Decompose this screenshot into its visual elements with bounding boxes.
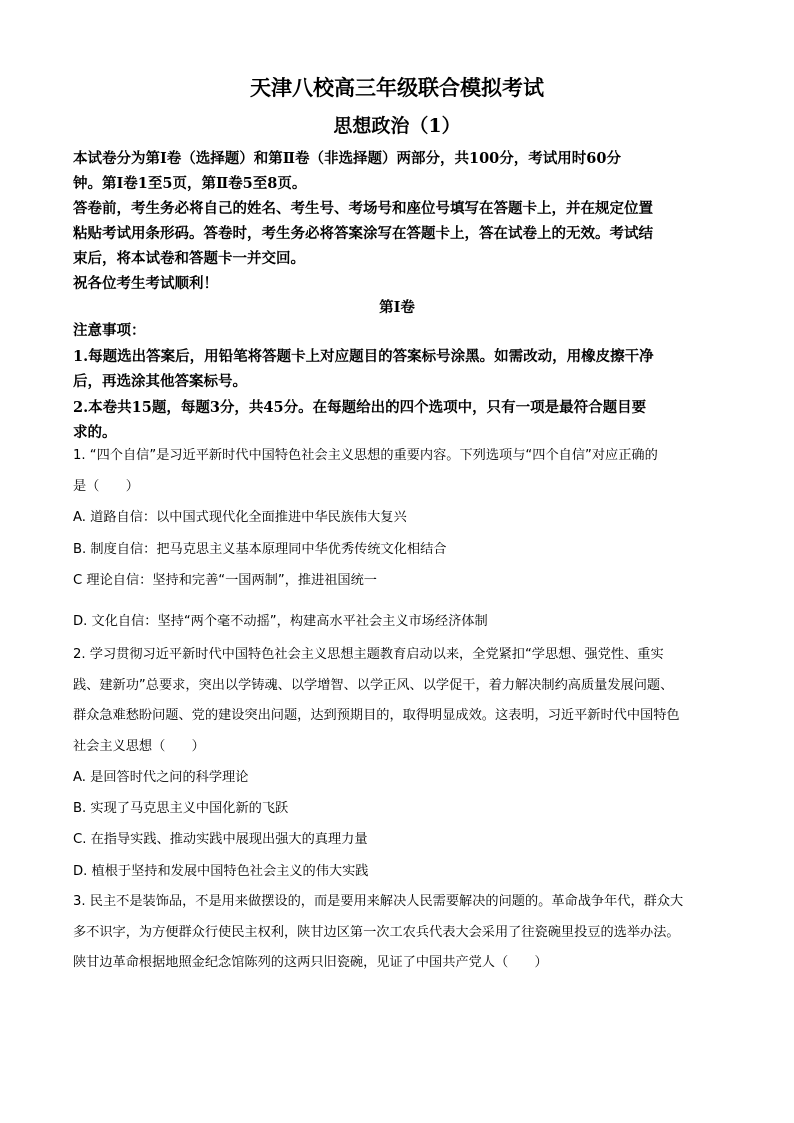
question-2-option-c: C. 在指导实践、推动实践中展现出强大的真理力量	[73, 832, 368, 847]
notes-line: 2.本卷共15题，每题3分，共45分。在每题给出的四个选项中，只有一项是最符合题目要	[73, 398, 647, 416]
question-1-stem	[73, 441, 723, 502]
question-text: 2. 学习贯彻习近平新时代中国特色社会主义思想主题教育启动以来，全党紧扣“学思想、强党性、重实	[73, 647, 664, 662]
exam-title: 天津八校高三年级联合模拟考试	[250, 75, 544, 100]
question-2-stem	[73, 640, 723, 762]
question-text: 是（ ）	[73, 478, 139, 494]
notes-heading: 注意事项：	[73, 322, 146, 339]
question-2-option-d: D. 植根于坚持和发展中国特色社会主义的伟大实践	[73, 864, 369, 879]
question-2-option-b: B. 实现了马克思主义中国化新的飞跃	[73, 801, 289, 816]
question-text: 践、建新功”总要求，突出以学铸魂、以学增智、以学正风、以学促干，着力解决制约高质量发展问题、	[73, 677, 674, 693]
exam-subtitle: 思想政治（1）	[333, 115, 461, 137]
instruction-line: 粘贴考试用条形码。答卷时，考生务必将答案涂写在答题卡上，答在试卷上的无效。考试结	[73, 225, 653, 242]
question-1-option-d: D. 文化自信：坚持“两个毫不动摇”，构建高水平社会主义市场经济体制	[73, 614, 488, 629]
instruction-line: 本试卷分为第Ⅰ卷（选择题）和第Ⅱ卷（非选择题）两部分，共100分，考试用时60分	[73, 150, 621, 167]
instruction-line: 答卷前，考生务必将自己的姓名、考生号、考场号和座位号填写在答题卡上，并在规定位置	[73, 200, 653, 217]
question-1-option-b: B. 制度自信：把马克思主义基本原理同中华优秀传统文化相结合	[73, 542, 447, 557]
question-text: 社会主义思想（ ）	[73, 738, 205, 754]
notes-line: 1.每题选出答案后，用铅笔将答题卡上对应题目的答案标号涂黑。如需改动，用橡皮擦干净	[73, 347, 654, 365]
notes-line: 求的。	[73, 424, 117, 441]
notes-line: 后，再选涂其他答案标号。	[73, 373, 247, 390]
question-3-stem	[73, 887, 723, 979]
question-1-option-a: A. 道路自信：以中国式现代化全面推进中华民族伟大复兴	[73, 510, 407, 525]
question-text: 3. 民主不是装饰品，不是用来做摆设的，而是要用来解决人民需要解决的问题的。革命战争年代，群众大	[73, 894, 684, 909]
section-label: 第Ⅰ卷	[379, 299, 415, 316]
instruction-line: 束后，将本试卷和答题卡一并交回。	[73, 250, 305, 267]
question-2-option-a: A. 是回答时代之问的科学理论	[73, 770, 249, 785]
question-text: 群众急难愁盼问题、党的建设突出问题，达到预期目的，取得明显成效。这表明，习近平新时代中国特色	[73, 708, 680, 723]
question-text: 陕甘边革命根据地照金纪念馆陈列的这两只旧瓷碗，见证了中国共产党人（ ）	[73, 955, 548, 970]
exam-instructions	[73, 146, 723, 296]
question-text: 1. “四个自信”是习近平新时代中国特色社会主义思想的重要内容。下列选项与“四个自信”对应正确的	[73, 448, 658, 463]
question-1-option-c: C 理论自信：坚持和完善“一国两制”，推进祖国统一	[73, 573, 377, 588]
question-text: 多不识字，为方便群众行使民主权利，陕甘边区第一次工农兵代表大会采用了往瓷碗里投豆的选举办法。	[73, 924, 680, 940]
instruction-line: 钟。第Ⅰ卷1至5页，第Ⅱ卷5至8页。	[73, 175, 307, 192]
notes-block	[73, 318, 723, 446]
instruction-line: 祝各位考生考试顺利！	[73, 275, 218, 292]
